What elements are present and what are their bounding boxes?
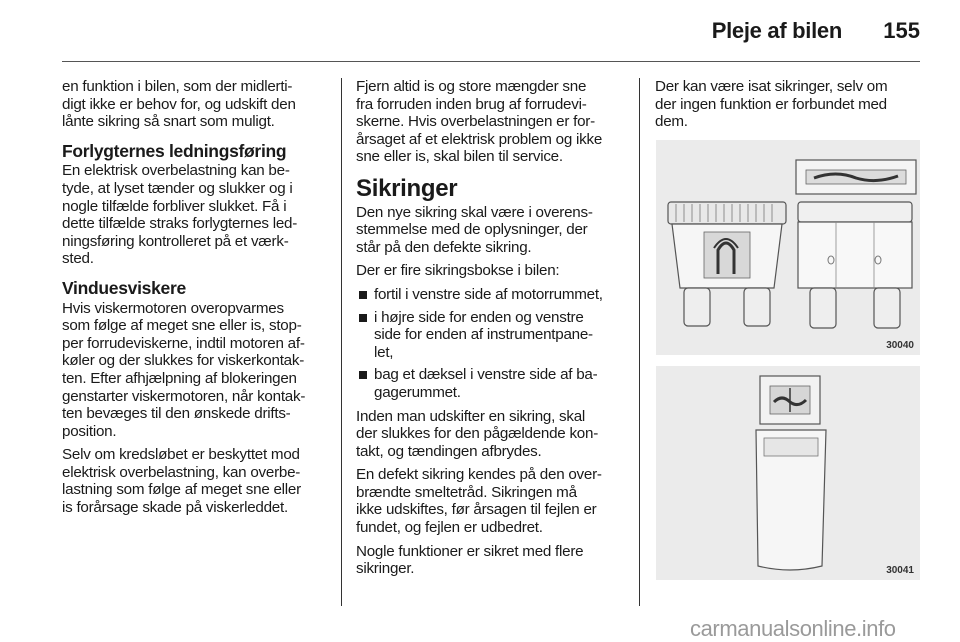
paragraph: En elektrisk overbelastning kan be- tyde, at lyset tænder og slukker og i nogle tilfælde forbliver slukket. Få i dette tilfælde straks forlygternes led- ningsføring kontrolleret på et værk- sted.: [62, 162, 298, 268]
figure-code: 30041: [886, 565, 914, 576]
column-divider: [341, 78, 342, 606]
list-item: bag et dæksel i venstre side af ba- gagerummet.: [356, 366, 628, 401]
section-heading-wipers: Vinduesviskere: [62, 277, 186, 298]
blade-fuse-drawing: [656, 140, 920, 355]
paragraph: en funktion i bilen, som der midlerti- digt ikke er behov for, og udskift den lånte sikring så snart som muligt.: [62, 78, 296, 131]
fuse-puller-drawing: [656, 366, 920, 580]
list-item: i højre side for enden og venstre side for enden af instrumentpane- let,: [356, 309, 628, 362]
header-rule: [62, 61, 920, 62]
paragraph: Nogle funktioner er sikret med flere sikringer.: [356, 542, 584, 578]
paragraph: Der er fire sikringsbokse i bilen:: [356, 262, 560, 280]
paragraph: Selv om kredsløbet er beskyttet mod elektrisk overbelastning, kan overbe- lastning som følge af meget sne eller is forårsage skade på viskerleddet.: [62, 446, 301, 517]
page-number: 155: [883, 18, 920, 43]
column-2: [356, 78, 628, 584]
section-heading-headlight-wiring: Forlygternes ledningsføring: [62, 140, 287, 161]
column-divider: [639, 78, 640, 606]
section-heading-fuses: Sikringer: [356, 174, 458, 202]
paragraph: Hvis viskermotoren overopvarmes som følge af meget sne eller is, stop- per forrudeviskerne, indtil motoren af- køler og der slukkes for viskerkontak- ten. Efter afhjælpning af blokeringen genstarter viskermotoren, når kontak- ten bevæges til den ønskede drifts- position.: [62, 299, 306, 440]
column-3: [655, 78, 925, 137]
paragraph: En defekt sikring kendes på den over- brændte smeltetråd. Sikringen må ikke udskiftes, før årsagen til fejlen er fundet, og fejlen er udbedret.: [356, 466, 602, 537]
fuse-illustration-blade: [656, 140, 920, 355]
paragraph: Der kan være isat sikringer, selv om der ingen funktion er forbundet med dem.: [655, 78, 888, 131]
figure-code: 30040: [886, 340, 914, 351]
page-title: Pleje af bilen: [711, 18, 842, 43]
paragraph: Fjern altid is og store mængder sne fra forruden inden brug af forrudevi- skerne. Hvis overbelastningen er for- årsaget af et elektrisk problem og ikke sne eller is, skal bilen til service.: [356, 78, 603, 166]
fuse-illustration-puller: [656, 366, 920, 580]
watermark: carmanualsonline.info: [690, 616, 896, 641]
paragraph: Inden man udskifter en sikring, skal der slukkes for den pågældende kon- takt, og tændingen afbrydes.: [356, 407, 598, 460]
list-item: fortil i venstre side af motorrummet,: [356, 286, 628, 304]
column-1: [62, 78, 330, 523]
paragraph: Den nye sikring skal være i overens- stemmelse med de oplysninger, der står på den defekte sikring.: [356, 203, 593, 256]
fusebox-list: [356, 286, 628, 402]
page-header: [0, 0, 960, 60]
